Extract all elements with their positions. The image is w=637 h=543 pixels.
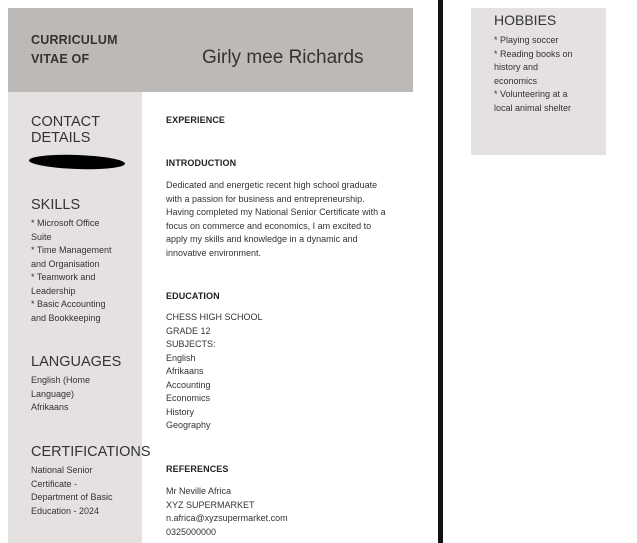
reference-phone: 0325000000 xyxy=(166,526,217,537)
hobbies-list xyxy=(494,34,600,115)
cv-title-line-2: VITAE OF xyxy=(31,52,90,66)
skills-line: and Organisation xyxy=(31,258,100,269)
education-line: Accounting xyxy=(166,379,211,390)
introduction-heading: INTRODUCTION xyxy=(166,158,237,168)
page-divider xyxy=(438,0,443,543)
education-heading: EDUCATION xyxy=(166,291,220,301)
hobbies-line: history and xyxy=(494,62,539,72)
contact-title-line-2: DETAILS xyxy=(31,130,91,146)
education-line: Geography xyxy=(166,420,211,430)
skills-line: Suite xyxy=(31,231,52,242)
experience-heading: EXPERIENCE xyxy=(166,115,226,125)
reference-name: Mr Neville Africa xyxy=(166,486,232,496)
certifications-line: National Senior xyxy=(31,465,93,475)
contact-details-title xyxy=(31,114,100,146)
education-line: History xyxy=(166,406,195,417)
hobbies-line: * Volunteering at a xyxy=(494,89,568,99)
cv-page-2-hobbies xyxy=(471,8,606,155)
languages-list xyxy=(31,374,90,415)
introduction-line: innovative environment. xyxy=(166,247,262,258)
skills-line: Leadership xyxy=(31,285,76,296)
contact-title-line-1: CONTACT xyxy=(31,114,101,130)
languages-title: LANGUAGES xyxy=(31,354,122,370)
education-line: CHESS HIGH SCHOOL xyxy=(166,312,263,322)
education-line: GRADE 12 xyxy=(166,325,211,336)
education-text xyxy=(166,311,263,433)
skills-line: * Basic Accounting xyxy=(31,299,106,309)
skills-line: * Microsoft Office xyxy=(31,218,100,228)
education-line: Economics xyxy=(166,393,211,403)
introduction-line: apply my skills and knowledge in a dynamic and xyxy=(166,234,358,244)
hobbies-line: * Playing soccer xyxy=(494,35,559,45)
education-line: SUBJECTS: xyxy=(166,339,216,349)
certifications-title: CERTIFICATIONS xyxy=(31,444,151,460)
certifications-line: Certificate - xyxy=(31,478,78,489)
education-line: Afrikaans xyxy=(166,366,204,376)
certifications-line: Education - 2024 xyxy=(31,505,100,516)
certifications-list xyxy=(31,464,113,518)
hobbies-line: economics xyxy=(494,75,538,86)
introduction-line: with a passion for business and entrepreneurship. xyxy=(166,193,365,204)
references-text xyxy=(166,485,288,539)
reference-email: n.africa@xyzsupermarket.com xyxy=(166,513,288,523)
cv-page-1 xyxy=(8,8,413,543)
cv-title xyxy=(31,31,118,69)
introduction-line: Having completed my National Senior Certificate with a xyxy=(166,207,386,217)
hobbies-line: * Reading books on xyxy=(494,48,573,59)
hobbies-line: local animal shelter xyxy=(494,102,572,113)
certifications-line: Department of Basic xyxy=(31,492,113,502)
skills-line: * Time Management xyxy=(31,245,112,255)
introduction-line: focus on commerce and economics, I am excited to xyxy=(166,220,372,231)
skills-line: and Bookkeeping xyxy=(31,312,101,323)
hobbies-title: HOBBIES xyxy=(494,12,557,28)
reference-company: XYZ SUPERMARKET xyxy=(166,499,255,510)
skills-line: * Teamwork and xyxy=(31,272,96,282)
cv-header xyxy=(8,8,413,92)
introduction-line: Dedicated and energetic recent high school graduate xyxy=(166,180,378,190)
education-line: English xyxy=(166,352,196,363)
references-heading: REFERENCES xyxy=(166,464,229,474)
skills-list xyxy=(31,217,112,325)
candidate-name: Girly mee Richards xyxy=(202,47,364,68)
languages-line: Afrikaans xyxy=(31,402,69,412)
cv-title-line-1: CURRICULUM xyxy=(31,33,118,47)
skills-title: SKILLS xyxy=(31,197,81,213)
languages-line: English (Home xyxy=(31,375,91,385)
languages-line: Language) xyxy=(31,388,75,399)
introduction-text xyxy=(166,179,386,260)
